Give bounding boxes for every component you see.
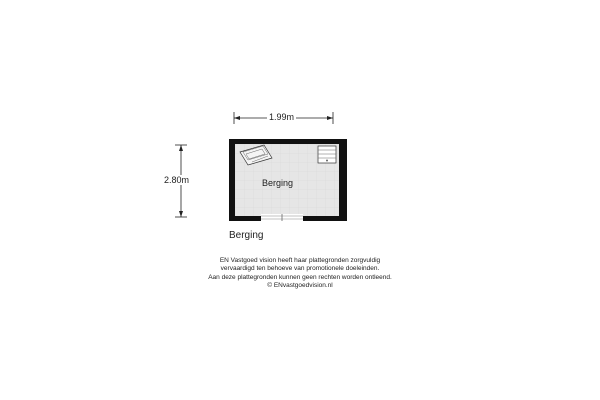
disclaimer-line-2: vervaardigd ten behoeve van promotionele doeleinden. (220, 265, 380, 273)
depth-dimension-label: 2.80m (164, 175, 190, 185)
width-dimension-label: 1.99m (269, 112, 295, 122)
room-label: Berging (262, 178, 294, 188)
door-opening (261, 214, 303, 221)
disclaimer-line-3: Aan deze plattegronden kunnen geen rechten worden ontleend. (208, 273, 392, 281)
floor-caption: Berging (229, 230, 264, 241)
disclaimer (150, 257, 450, 290)
disclaimer-line-1: EN Vastgoed vision heeft haar plattegronden zorgvuldig (219, 257, 381, 264)
wall-unit (318, 146, 336, 163)
disclaimer-line-4: © ENvastgoedvision.nl (267, 281, 333, 289)
